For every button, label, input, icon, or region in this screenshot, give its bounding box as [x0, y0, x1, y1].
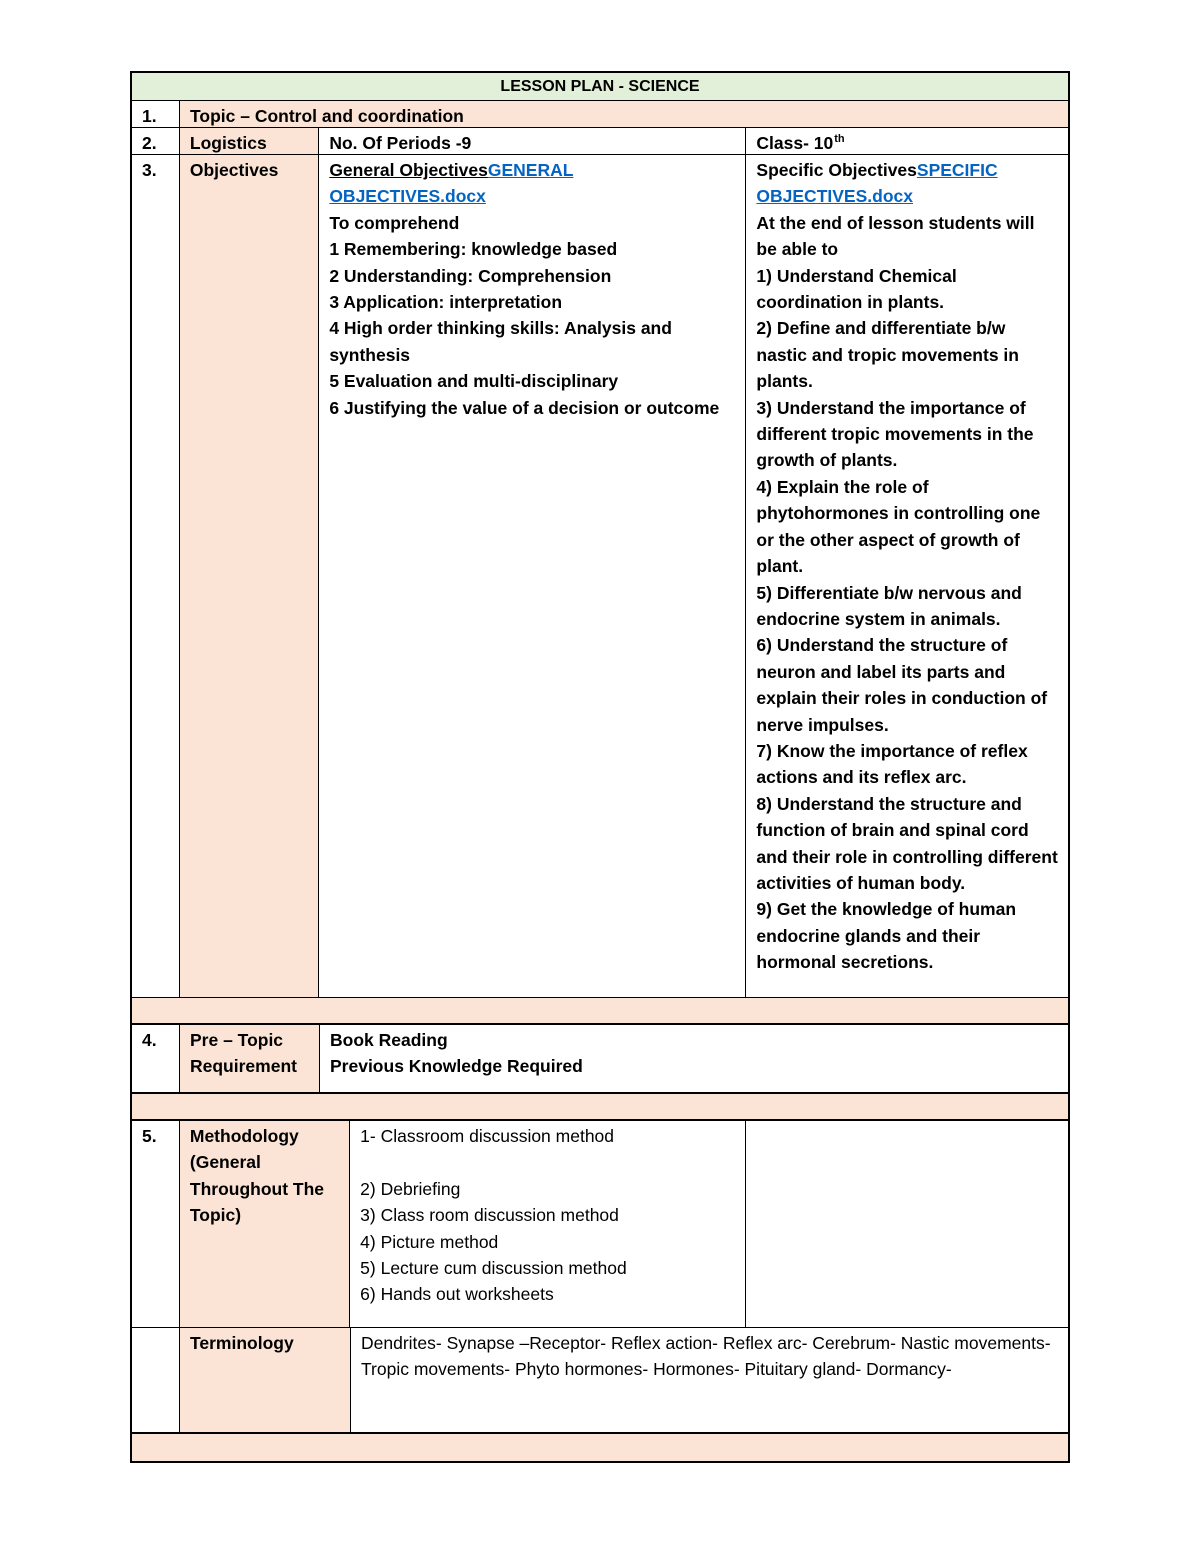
- list-item: 6 Justifying the value of a decision or outcome: [329, 397, 720, 418]
- general-intro: To comprehend: [329, 212, 460, 233]
- list-item: 3) Understand the importance of different tropic movements in the growth of plants.: [756, 397, 1034, 471]
- list-item: 5) Lecture cum discussion method: [360, 1258, 627, 1279]
- list-item: 8) Understand the structure and function of brain and spinal cord and their role in controlling different activities of human body.: [756, 793, 1058, 893]
- pretopic-line: Book Reading: [330, 1030, 448, 1050]
- spacer-cell: [132, 1434, 1068, 1461]
- list-item: 1 Remembering: knowledge based: [329, 239, 618, 260]
- specific-objectives-link[interactable]: SPECIFIC: [916, 160, 998, 180]
- page-title: LESSON PLAN - SCIENCE: [132, 73, 1068, 100]
- list-item: 4 High order thinking skills: Analysis and synthesis: [329, 318, 672, 365]
- row-number: 1.: [132, 101, 180, 127]
- specific-objectives: [746, 155, 1068, 997]
- list-item: 9) Get the knowledge of human endocrine glands and their hormonal secretions.: [756, 899, 1017, 973]
- periods-count: No. Of Periods -9: [319, 128, 746, 154]
- pretopic-line: Previous Knowledge Required: [330, 1056, 583, 1077]
- spacer-row: [132, 998, 1068, 1025]
- class-level: [746, 128, 1068, 154]
- list-item: 1- Classroom discussion method: [360, 1126, 615, 1146]
- spacer-row: [132, 1094, 1068, 1121]
- list-item: 6) Hands out worksheets: [360, 1284, 554, 1305]
- specific-objectives-heading: Specific Objectives: [756, 160, 917, 180]
- list-item: 2) Debriefing: [360, 1178, 461, 1199]
- list-item: 7) Know the importance of reflex actions and its reflex arc.: [756, 740, 1028, 788]
- terminology-label: Terminology: [180, 1328, 351, 1432]
- topic-row: [132, 101, 1068, 128]
- methodology-empty-cell: [746, 1121, 1068, 1327]
- list-item: 5) Differentiate b/w nervous and endocrine system in animals.: [756, 582, 1022, 629]
- methodology-row: [132, 1121, 1068, 1328]
- spacer-cell: [132, 998, 1068, 1023]
- list-item: 4) Picture method: [360, 1231, 499, 1252]
- logistics-row: [132, 128, 1068, 155]
- objectives-row: [132, 155, 1068, 998]
- title-row: [132, 73, 1068, 101]
- list-item: 2 Understanding: Comprehension: [329, 265, 612, 286]
- general-objectives-heading: General Objectives: [329, 160, 488, 180]
- row-number-empty: [132, 1328, 180, 1432]
- lesson-plan-table: [130, 71, 1070, 1463]
- pretopic-row: [132, 1025, 1068, 1094]
- list-item: 3) Class room discussion method: [360, 1205, 619, 1226]
- pretopic-label: Pre – Topic Requirement: [180, 1025, 320, 1092]
- class-text: Class- 10: [756, 133, 834, 153]
- pretopic-content: [320, 1025, 1068, 1092]
- spacer-row: [132, 1434, 1068, 1461]
- spacer-cell: [132, 1094, 1068, 1119]
- general-objectives-link[interactable]: GENERAL: [487, 160, 574, 180]
- topic-text: Topic – Control and coordination: [180, 101, 1068, 127]
- methodology-label: Methodology (General Throughout The Topic): [180, 1121, 350, 1327]
- terminology-row: [132, 1328, 1068, 1434]
- list-item: 3 Application: interpretation: [329, 292, 563, 313]
- objectives-label: Objectives: [180, 155, 319, 997]
- row-number: 3.: [132, 155, 180, 997]
- row-number: 4.: [132, 1025, 180, 1092]
- general-objectives: [319, 155, 746, 997]
- terminology-text: Dendrites- Synapse –Receptor- Reflex action- Reflex arc- Cerebrum- Nastic movements- Tropic movements- Phyto hormones- Hormones- Pituitary gland- Dormancy-: [361, 1333, 1051, 1380]
- list-item: 6) Understand the structure of neuron and label its parts and explain their roles in conduction of nerve impulses.: [756, 635, 1048, 735]
- specific-objectives-link-file[interactable]: OBJECTIVES.docx: [756, 186, 913, 207]
- general-objectives-link-file[interactable]: OBJECTIVES.docx: [329, 186, 486, 207]
- list-item-blank: [360, 1149, 735, 1175]
- row-number: 5.: [132, 1121, 180, 1327]
- methodology-list: [350, 1121, 746, 1327]
- row-number: 2.: [132, 128, 180, 154]
- list-item: 4) Explain the role of phytohormones in controlling one or the other aspect of growth of plant.: [756, 476, 1041, 577]
- specific-intro: At the end of lesson students will be able to: [756, 212, 1035, 260]
- list-item: 5 Evaluation and multi-disciplinary: [329, 371, 619, 392]
- logistics-label: Logistics: [180, 128, 319, 154]
- class-superscript: th: [834, 133, 845, 145]
- list-item: 1) Understand Chemical coordination in plants.: [756, 265, 957, 313]
- list-item: 2) Define and differentiate b/w nastic and tropic movements in plants.: [756, 318, 1019, 392]
